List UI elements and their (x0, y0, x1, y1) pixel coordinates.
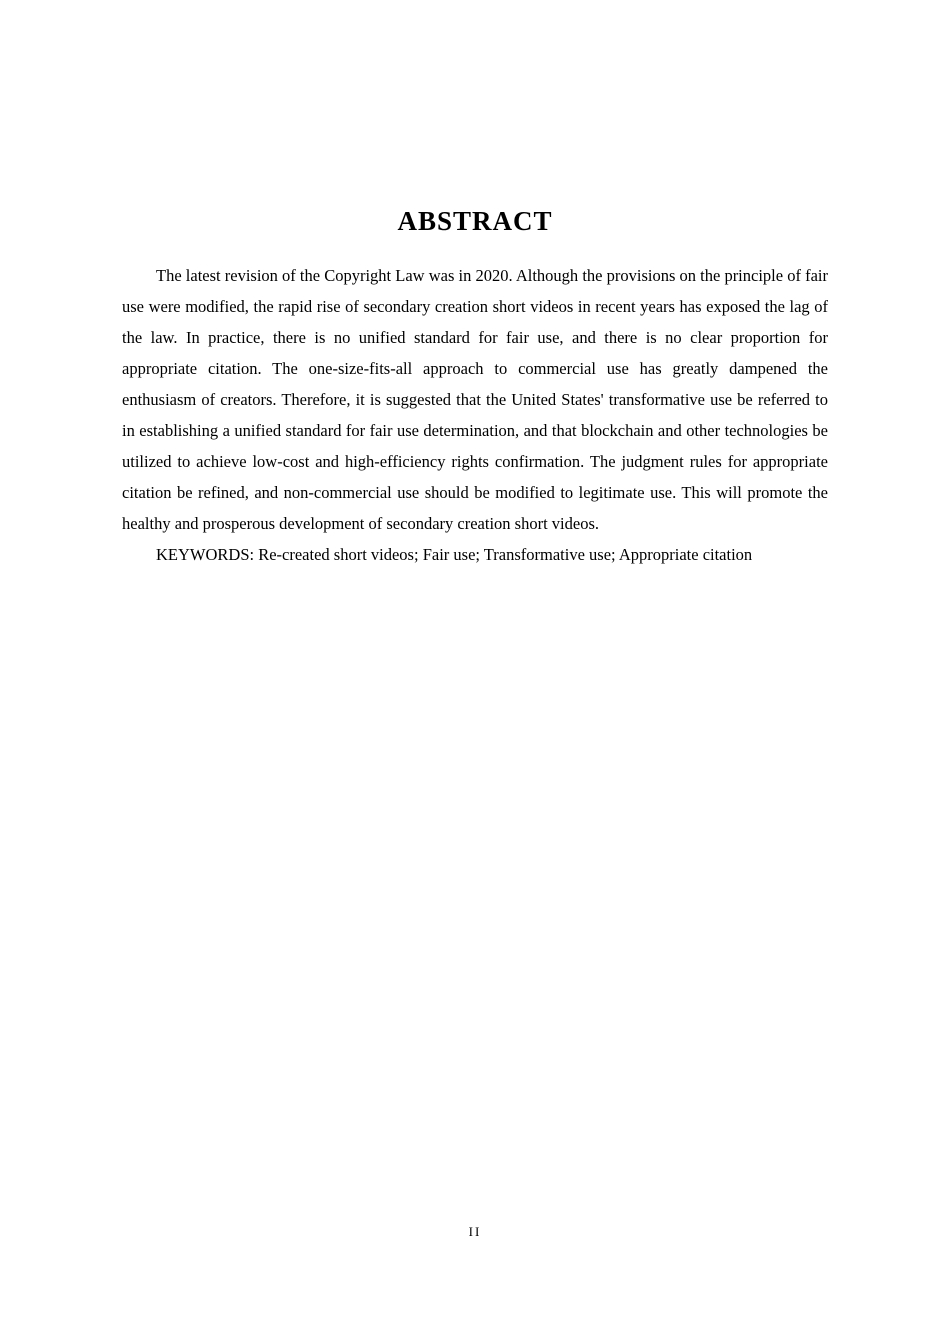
page-title: ABSTRACT (397, 206, 553, 237)
abstract-paragraph: The latest revision of the Copyright Law was in 2020. Although the provisions on the principle of fair use were modified, the rapid rise of secondary creation short videos in recent years has exposed the lag of the law. In practice, there is no unified standard for fair use, and there is no clear proportion for appropriate citation. The one-size-fits-all approach to commercial use has greatly dampened the enthusiasm of creators. Therefore, it is suggested that the United States' transformative use be referred to in establishing a unified standard for fair use determination, and that blockchain and other technologies be utilized to achieve low-cost and high-efficiency rights confirmation. The judgment rules for appropriate citation be refined, and non-commercial use should be modified to legitimate use. This will promote the healthy and prosperous development of secondary creation short videos. (122, 266, 828, 533)
keywords-line: KEYWORDS: Re-created short videos; Fair use; Transformative use; Appropriate citation (156, 545, 753, 564)
page-number: II (468, 1224, 482, 1239)
abstract-content (122, 260, 828, 570)
